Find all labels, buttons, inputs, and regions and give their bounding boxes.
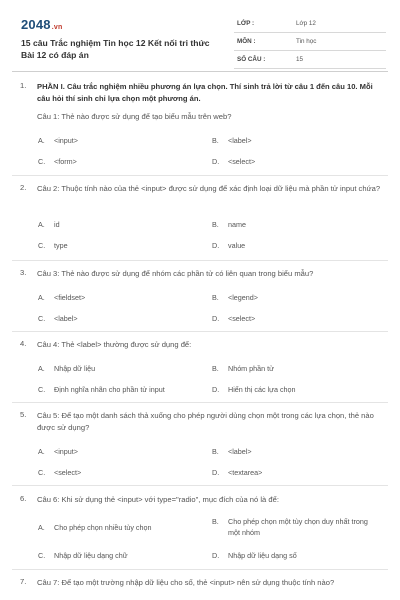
option-letter: D. <box>212 314 220 323</box>
option-a[interactable] <box>38 219 60 230</box>
meta-table <box>234 15 386 69</box>
question-text: Câu 7: Để tạo một trường nhập dữ liệu cho số, thẻ <input> nên sử dụng thuộc tính nào? <box>37 578 335 587</box>
option-text: Nhập dữ liệu <box>54 364 96 373</box>
option-letter: B. <box>212 293 219 302</box>
meta-label: MÔN : <box>237 38 256 45</box>
option-letter: A. <box>38 220 45 229</box>
question-text: Câu 1: Thẻ nào được sử dụng để tạo biểu mẫu trên web? <box>37 112 232 121</box>
meta-row-grade <box>234 15 386 33</box>
option-letter: A. <box>38 364 45 373</box>
option-c[interactable] <box>38 313 78 324</box>
option-d[interactable] <box>212 313 255 324</box>
option-c[interactable] <box>38 384 165 395</box>
option-text: name <box>228 220 246 229</box>
meta-row-subject <box>234 33 386 51</box>
option-letter: A. <box>38 523 45 532</box>
question-text: Câu 4: Thẻ <label> thường được sử dụng để: <box>37 340 192 349</box>
option-d[interactable] <box>212 550 297 561</box>
meta-label: LỚP : <box>237 20 255 27</box>
part-instructions: PHẦN I. Câu trắc nghiệm nhiều phương án lựa chọn. Thí sinh trả lời từ câu 1 đến câu 10. Mỗi câu hỏi thí sinh chỉ lựa chọn một phương án. <box>37 82 373 103</box>
question-divider <box>12 260 388 261</box>
option-letter: D. <box>212 157 220 166</box>
option-c[interactable] <box>38 467 81 478</box>
option-text: <fieldset> <box>54 293 86 302</box>
question-number: 2. <box>20 183 27 192</box>
option-text: <input> <box>54 136 78 145</box>
option-text: <textarea> <box>228 468 263 477</box>
meta-row-count <box>234 51 386 69</box>
header-divider <box>12 71 388 72</box>
question-number: 3. <box>20 268 27 277</box>
logo-text: 2048 <box>21 17 51 32</box>
option-text: <input> <box>54 447 78 456</box>
option-letter: B. <box>212 220 219 229</box>
option-text: Cho phép chọn nhiều tùy chọn <box>54 523 152 532</box>
option-text: <label> <box>54 314 78 323</box>
option-text: <label> <box>228 447 252 456</box>
question-divider <box>12 569 388 570</box>
option-letter: B. <box>212 447 219 456</box>
question-number: 6. <box>20 494 27 503</box>
question-divider <box>12 485 388 486</box>
option-text: <select> <box>228 157 256 166</box>
meta-label: SỐ CÂU : <box>237 56 266 63</box>
question-number: 4. <box>20 339 27 348</box>
option-letter: A. <box>38 136 45 145</box>
option-text: Nhập dữ liệu dạng số <box>228 551 297 560</box>
question-divider <box>12 175 388 176</box>
option-d[interactable] <box>212 240 245 251</box>
option-text: type <box>54 241 68 250</box>
option-a[interactable] <box>38 363 95 374</box>
option-text: value <box>228 241 246 250</box>
logo-suffix: .vn <box>51 24 63 31</box>
option-text: Cho phép chọn một tùy chọn duy nhất trong một nhóm <box>228 517 368 537</box>
option-a[interactable] <box>38 446 78 457</box>
option-letter: C. <box>38 551 46 560</box>
option-text: <select> <box>228 314 256 323</box>
question-text: Câu 3: Thẻ nào được sử dụng để nhóm các phần tử có liên quan trong biểu mẫu? <box>37 269 314 278</box>
option-a[interactable] <box>38 292 85 303</box>
option-d[interactable] <box>212 156 255 167</box>
option-text: <form> <box>54 157 77 166</box>
option-b[interactable] <box>212 516 378 538</box>
option-b[interactable] <box>212 363 274 374</box>
option-letter: C. <box>38 241 46 250</box>
option-letter: B. <box>212 364 219 373</box>
question-text: Câu 2: Thuộc tính nào của thẻ <input> được sử dụng để xác định loại dữ liệu mà phần tử input chứa? <box>37 184 381 193</box>
option-a[interactable] <box>38 135 78 146</box>
question-text: Câu 5: Để tạo một danh sách thả xuống cho phép người dùng chọn một trong các lựa chọn, thẻ nào được sử dụng? <box>37 411 374 432</box>
option-text: <label> <box>228 136 252 145</box>
option-text: Nhập dữ liệu dạng chữ <box>54 551 128 560</box>
option-d[interactable] <box>212 467 262 478</box>
option-letter: B. <box>212 517 219 526</box>
question-divider <box>12 402 388 403</box>
question-text: Câu 6: Khi sử dụng thẻ <input> với type="radio", mục đích của nó là để: <box>37 495 279 504</box>
question-number: 7. <box>20 577 27 586</box>
meta-value: 15 <box>296 56 304 63</box>
option-letter: C. <box>38 385 46 394</box>
question-number: 1. <box>20 81 27 90</box>
option-letter: C. <box>38 468 46 477</box>
site-logo[interactable] <box>21 17 62 32</box>
document-title: 15 câu Trắc nghiệm Tin học 12 Kết nối tri thức Bài 12 có đáp án <box>21 38 210 60</box>
option-c[interactable] <box>38 240 68 251</box>
option-text: id <box>54 220 60 229</box>
option-text: <select> <box>54 468 82 477</box>
option-letter: A. <box>38 293 45 302</box>
option-a[interactable] <box>38 522 152 533</box>
option-letter: D. <box>212 385 220 394</box>
document-header <box>12 12 388 70</box>
option-letter: B. <box>212 136 219 145</box>
option-letter: C. <box>38 157 46 166</box>
option-text: <legend> <box>228 293 258 302</box>
option-text: Hiển thị các lựa chọn <box>228 385 296 394</box>
option-b[interactable] <box>212 446 252 457</box>
option-text: Nhóm phần tử <box>228 364 274 373</box>
option-text: Định nghĩa nhãn cho phần tử input <box>54 385 165 394</box>
question-number: 5. <box>20 410 27 419</box>
meta-value: Tin học <box>296 38 317 45</box>
option-b[interactable] <box>212 219 246 230</box>
option-letter: D. <box>212 468 220 477</box>
meta-value: Lớp 12 <box>296 20 316 27</box>
option-letter: D. <box>212 551 220 560</box>
option-d[interactable] <box>212 384 296 395</box>
option-letter: C. <box>38 314 46 323</box>
option-c[interactable] <box>38 550 128 561</box>
option-b[interactable] <box>212 292 258 303</box>
option-c[interactable] <box>38 156 77 167</box>
option-letter: A. <box>38 447 45 456</box>
option-b[interactable] <box>212 135 252 146</box>
question-divider <box>12 331 388 332</box>
option-letter: D. <box>212 241 220 250</box>
